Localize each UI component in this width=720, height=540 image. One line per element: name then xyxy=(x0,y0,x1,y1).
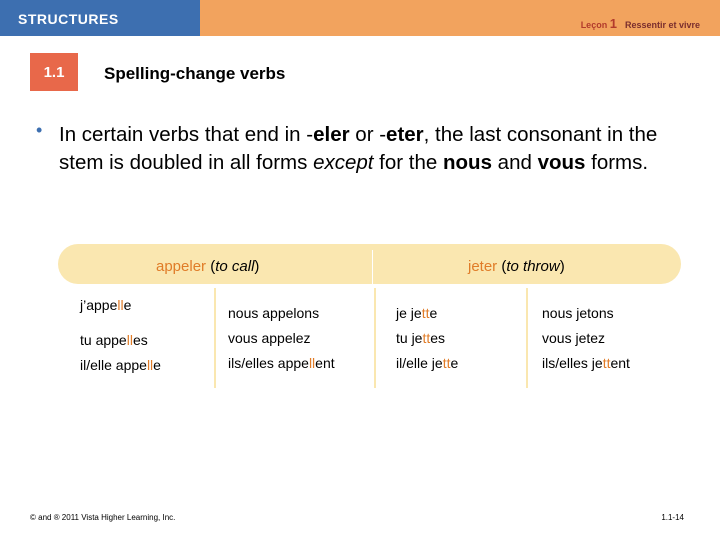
conjugation-cell: ils/elles jettent xyxy=(542,355,630,371)
brand-title: STRUCTURES xyxy=(18,11,119,27)
conjugation-cell: tu jettes xyxy=(396,330,446,346)
section-number-badge: 1.1 xyxy=(30,53,78,91)
conjugation-cell: ils/elles appellent xyxy=(228,355,335,371)
brand-bar xyxy=(0,0,200,36)
conjugation-cell: vous appelez xyxy=(228,330,311,346)
conjugation-cell: nous jetons xyxy=(542,305,614,321)
conjugation-table-header xyxy=(58,244,681,284)
rule-paragraph: In certain verbs that end in -eler or -eter, the last consonant in the stem is doubled in all forms except for the nous and vous forms. xyxy=(59,123,658,174)
conjugation-cell: j’appelle xyxy=(80,297,132,313)
conjugation-cell: il/elle jette xyxy=(396,355,459,371)
column-divider xyxy=(526,288,528,388)
page-number: 1.1-14 xyxy=(661,513,684,522)
lesson-bar xyxy=(200,0,720,36)
header-divider xyxy=(372,250,373,284)
appeler-column-title: appeler (to call) xyxy=(156,258,260,275)
column-divider xyxy=(374,288,376,388)
section-title: Spelling-change verbs xyxy=(104,64,286,83)
column-divider xyxy=(214,288,216,388)
lesson-label: Leçon 1 Ressentir et vivre xyxy=(580,16,700,31)
copyright-notice: © and ® 2011 Vista Higher Learning, Inc. xyxy=(30,513,176,522)
conjugation-cell: vous jetez xyxy=(542,330,606,346)
bullet-icon: • xyxy=(36,120,43,140)
lesson-title: Ressentir et vivre xyxy=(624,20,700,30)
conjugation-cell: tu appelles xyxy=(80,332,148,348)
top-banner xyxy=(0,0,720,36)
conjugation-cell: nous appelons xyxy=(228,305,320,321)
conjugation-cell: il/elle appelle xyxy=(80,357,161,373)
jeter-column-title: jeter (to throw) xyxy=(468,258,565,275)
conjugation-cell: je jette xyxy=(396,305,438,321)
